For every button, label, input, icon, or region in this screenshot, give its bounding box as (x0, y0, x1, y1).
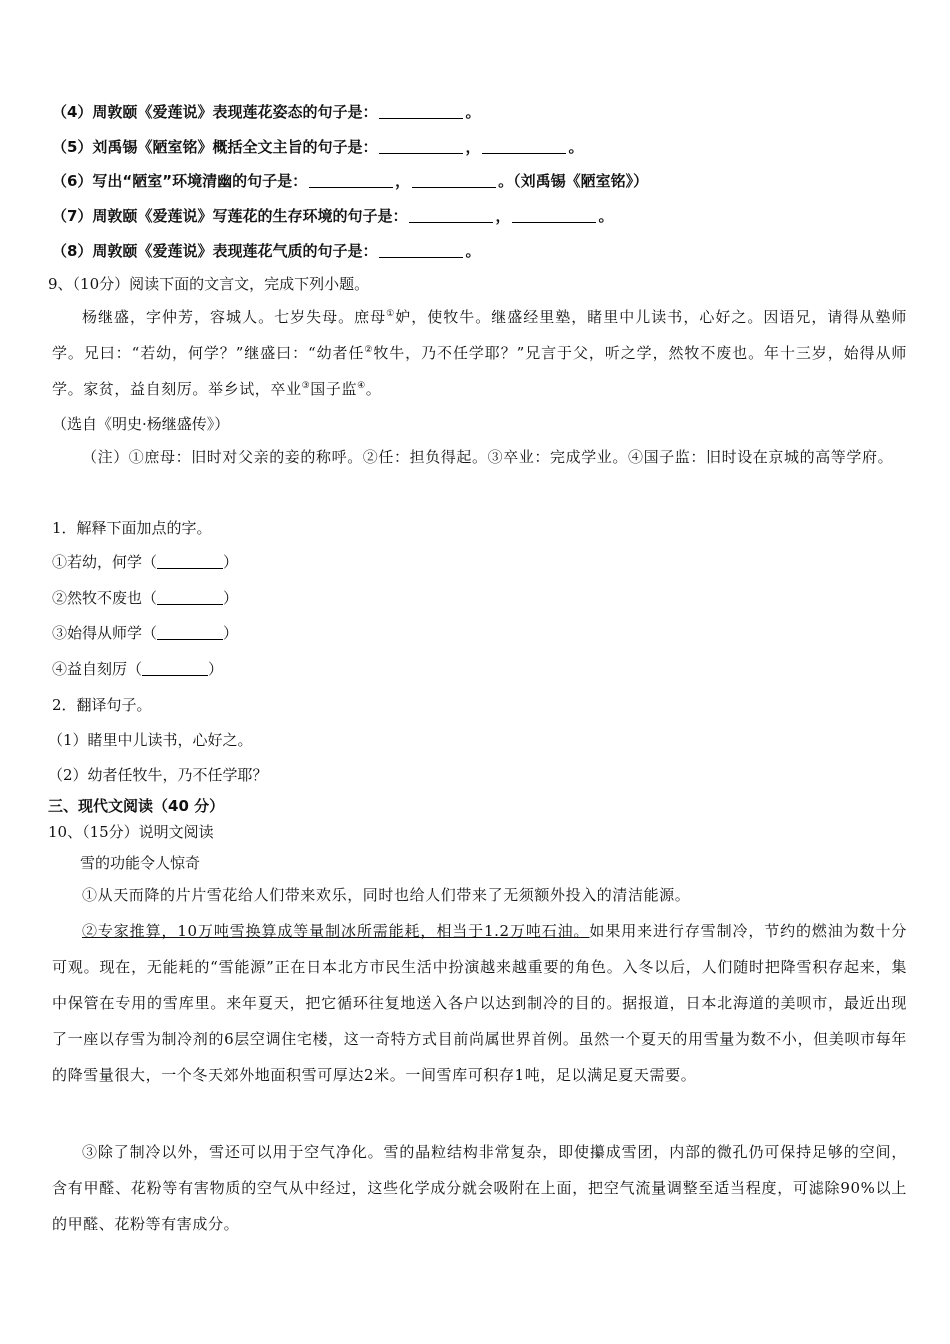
explain-text: ④益自刻厉（ (52, 660, 143, 678)
fill-item-end: 。 (598, 207, 614, 225)
answer-blank[interactable] (379, 243, 463, 258)
fill-item-text: （4）周敦颐《爱莲说》表现莲花姿态的句子是： (52, 103, 378, 121)
answer-blank[interactable] (512, 208, 596, 223)
fill-item-text: （8）周敦颐《爱莲说》表现莲花气质的句子是： (52, 242, 378, 260)
answer-blank[interactable] (157, 590, 223, 605)
fill-item-7 (52, 206, 613, 226)
article-title: 雪的功能令人惊奇 (80, 854, 201, 872)
q9-sub1-title: 1．解释下面加点的字。 (52, 519, 212, 537)
explain-text: ②然牧不废也（ (52, 589, 158, 607)
q9-notes: （注）①庶母：旧时对父亲的妾的称呼。②任：担负得起。③卒业：完成学业。④国子监：旧时设在京城的高等学府。 (82, 448, 894, 466)
fill-item-end: 。 (465, 242, 481, 260)
explain-item-3 (52, 623, 238, 643)
footnote-mark: ② (364, 345, 374, 355)
fill-item-end: 。（刘禹锡《陋室铭》） (498, 172, 649, 190)
footnote-mark: ④ (357, 381, 366, 391)
footnote-mark: ① (386, 309, 396, 319)
explain-close: ） (208, 660, 224, 678)
q9-passage (52, 299, 907, 407)
passage-text: 牧牛，乃不任学耶？”兄言于父，听之学，然牧不废也。年十三岁，始得从师学。家贫，益自刻厉。举乡试，卒业 (52, 344, 908, 398)
explain-text: ③始得从师学（ (52, 624, 158, 642)
passage-text: 杨继盛，字仲芳，容城人。七岁失母。庶母 (82, 308, 387, 326)
q9-source: （选自《明史·杨继盛传》） (52, 415, 230, 433)
footnote-mark: ③ (301, 381, 311, 391)
answer-blank[interactable] (157, 625, 223, 640)
fill-item-text: （6）写出“陋室”环境清幽的句子是： (52, 172, 308, 190)
q10-heading: 10、（15分）说明文阅读 (48, 823, 214, 841)
fill-item-end: 。 (465, 103, 481, 121)
fill-item-text: （5）刘禹锡《陋室铭》概括全文主旨的句子是： (52, 138, 378, 156)
passage-text: 妒，使牧牛。继盛经里塾，睹里中儿读书，心好之。因语兄，请得从塾师学。兄曰：“若幼，何学？”继盛曰：“幼者任 (52, 308, 907, 362)
answer-blank[interactable] (142, 661, 208, 676)
explain-item-1 (52, 552, 238, 572)
article-paragraph-2 (52, 913, 907, 1093)
explain-item-2 (52, 588, 238, 608)
fill-item-6 (52, 171, 648, 191)
translate-item-2: （2）幼者任牧牛，乃不任学耶？ (48, 766, 268, 784)
passage-text: 国子监 (310, 380, 358, 398)
article-paragraph-3: ③除了制冷以外，雪还可以用于空气净化。雪的晶粒结构非常复杂，即使攥成雪团，内部的微孔仍可保持足够的空间，含有甲醛、花粉等有害物质的空气从中经过，这些化学成分就会吸附在上面，把空气流量调整至适当程度，可滤除90%以上的甲醛、花粉等有害成分。 (52, 1143, 907, 1233)
fill-item-5 (52, 137, 583, 157)
fill-item-8 (52, 241, 480, 261)
underlined-sentence: ②专家推算，10万吨雪换算成等量制冰所需能耗，相当于1.2万吨石油。 (82, 922, 590, 940)
fill-item-end: 。 (568, 138, 584, 156)
answer-blank[interactable] (379, 104, 463, 119)
explain-close: ） (223, 624, 239, 642)
explain-text: ①若幼，何学（ (52, 553, 158, 571)
explain-item-4 (52, 659, 223, 679)
answer-blank[interactable] (309, 173, 393, 188)
fill-item-sep: ， (495, 207, 511, 225)
fill-item-sep: ， (395, 172, 411, 190)
explain-close: ） (223, 553, 239, 571)
fill-item-4 (52, 102, 480, 122)
article-paragraph-1: ①从天而降的片片雪花给人们带来欢乐，同时也给人们带来了无须额外投入的清洁能源。 (82, 886, 691, 904)
answer-blank[interactable] (482, 139, 566, 154)
passage-text: 。 (365, 380, 382, 398)
paragraph-text: 如果用来进行存雪制冷，节约的燃油为数十分可观。现在，无能耗的“雪能源”正在日本北方市民生活中扮演越来越重要的角色。入冬以后，人们随时把降雪积存起来，集中保管在专用的雪库里。来年夏天，把它循环往复地送入各户以达到制冷的目的。据报道，日本北海道的美呗市，最近出现了一座以存雪为制冷剂的6层空调住宅楼，这一奇特方式目前尚属世界首例。虽然一个夏天的用雪量为数不小，但美呗市每年的降雪量很大，一个冬天郊外地面积雪可厚达2米。一间雪库可积存1吨，足以满足夏天需要。 (52, 922, 907, 1084)
q9-sub2-title: 2．翻译句子。 (52, 696, 152, 714)
answer-blank[interactable] (409, 208, 493, 223)
q9-heading: 9、（10分）阅读下面的文言文，完成下列小题。 (48, 275, 370, 293)
explain-close: ） (223, 589, 239, 607)
answer-blank[interactable] (379, 139, 463, 154)
fill-item-sep: ， (465, 138, 481, 156)
translate-item-1: （1）睹里中儿读书，心好之。 (48, 731, 253, 749)
answer-blank[interactable] (157, 554, 223, 569)
answer-blank[interactable] (412, 173, 496, 188)
fill-item-text: （7）周敦颐《爱莲说》写莲花的生存环境的句子是： (52, 207, 408, 225)
section3-title: 三、现代文阅读（40 分） (48, 797, 225, 815)
